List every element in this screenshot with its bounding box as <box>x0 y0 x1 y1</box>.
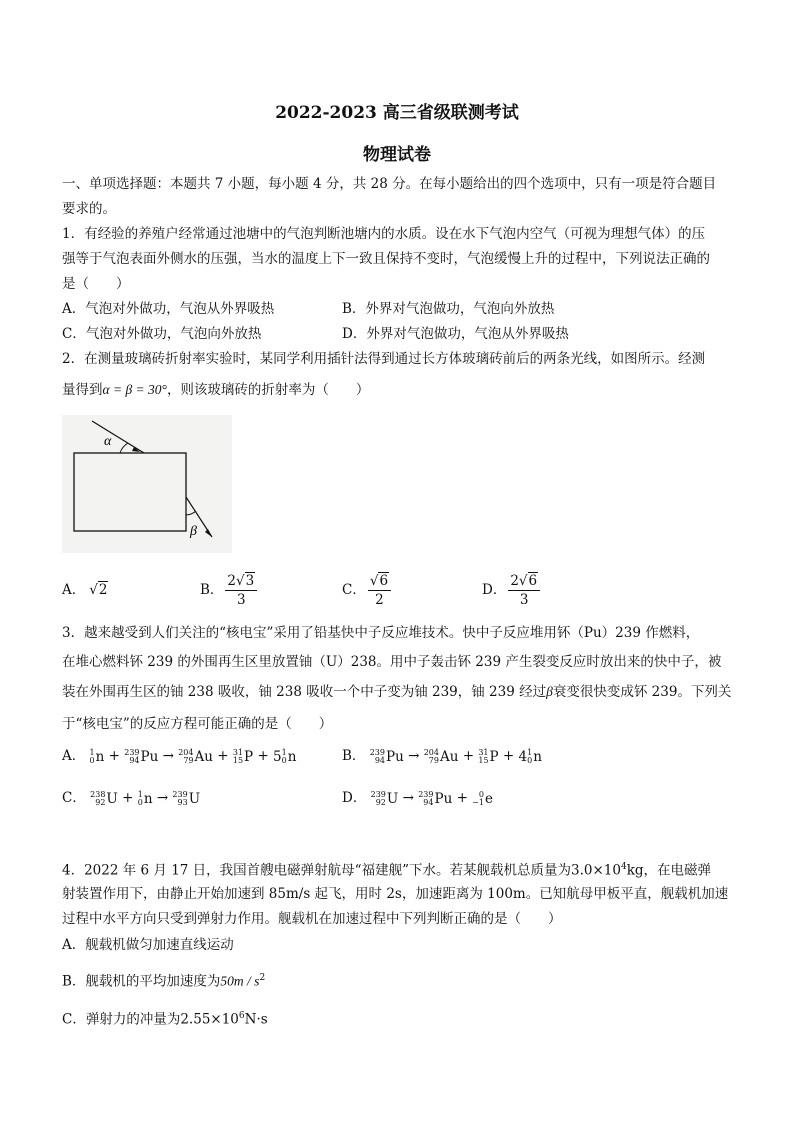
q2-option-a-label: A． <box>62 582 86 598</box>
q2-option-d-label: D． <box>482 582 507 598</box>
q3-beta-symbol: β <box>546 684 553 699</box>
nuclide-neutron: 1 0 n <box>89 747 105 765</box>
q2-option-b-denominator: 3 <box>237 591 246 608</box>
nuclide-au204: 204 79 Au <box>178 747 213 765</box>
q3-option-a-label: A． <box>62 748 86 764</box>
nuclide-u239: 239 93 U <box>172 789 201 807</box>
alpha-label: α <box>104 434 112 449</box>
q4-stem-line1-pre: 4．2022 年 6 月 17 日，我国首艘电磁弹射航母“福建舰”下水。若某舰载机总质量为 <box>62 862 571 879</box>
beta-arc <box>186 511 196 515</box>
q2-option-c-fraction: $\frac{√6}{2}$ <box>368 573 391 608</box>
plus-sign: + <box>108 748 120 764</box>
q3-option-b <box>342 748 542 765</box>
q4-stem-line1-post: ，在电磁弹 <box>643 862 712 879</box>
q1-option-c: C．气泡对外做功，气泡向外放热 <box>62 326 262 342</box>
reaction-arrow-icon: → <box>402 790 414 806</box>
q3-stem-line3-pre: 装在外围再生区的铀 238 吸收，铀 238 吸收一个中子变为铀 239，铀 239 经过 <box>62 684 547 700</box>
q3-stem-line3-post: 衰变很快变成钚 239。下列关 <box>552 684 732 700</box>
q2-option-a-value: √2 <box>89 582 108 598</box>
plus-sign: + <box>217 748 229 764</box>
q1-stem-line1: 1．有经验的养殖户经常通过池塘中的气泡判断池塘内的水质。设在水下气泡内空气（可视为理想气体）的压 <box>62 226 706 242</box>
q2-option-d <box>482 570 542 610</box>
q4-option-c-unit: N·s <box>244 1011 268 1028</box>
q3-stem-line2: 在堆心燃料钚 239 的外围再生区里放置铀（U）238。用中子轰击钚 239 产生裂变反应时放出来的快中子，被 <box>62 654 722 670</box>
q3-option-d <box>342 790 493 807</box>
q4-option-b <box>62 970 265 990</box>
nuclide-5-neutrons: 5 1 0 n <box>273 747 297 765</box>
q2-stem-line2-post: ，则该玻璃砖的折射率为（ ） <box>166 382 370 398</box>
nuclide-electron: 0 −1 e <box>472 789 493 807</box>
q2-option-c-radicand: 6 <box>379 572 389 589</box>
nuclide-neutron: 1 0 n <box>137 789 153 807</box>
q2-option-c-label: C． <box>342 582 366 598</box>
reaction-arrow-icon: → <box>408 748 420 764</box>
q4-mass-value: 3.0×10 <box>570 862 621 879</box>
q2-option-b-radicand: 3 <box>245 572 255 589</box>
q3-stem-line3 <box>62 684 731 700</box>
q2-option-a <box>62 570 108 610</box>
beta-label: β <box>190 524 197 539</box>
q4-option-a: A．舰载机做匀加速直线运动 <box>62 937 234 953</box>
q2-option-a-radicand: 2 <box>98 582 108 598</box>
q3-option-b-label: B． <box>342 748 366 764</box>
q4-mass-exponent: 4 <box>620 862 627 872</box>
nuclide-au204: 204 79 Au <box>423 747 459 765</box>
q4-option-c <box>62 1008 268 1028</box>
q2-option-c <box>342 570 393 610</box>
plus-sign: + <box>257 748 269 764</box>
nuclide-pu239: 239 94 Pu <box>369 747 404 765</box>
q4-stem-line2: 射装置作用下，由静止开始加速到 85m/s 起飞，用时 2s，加速距离为 100m。已知航母甲板平直，舰载机加速 <box>62 886 729 902</box>
q4-mass-unit: kg <box>626 862 644 879</box>
incident-ray <box>92 421 144 453</box>
q3-option-c <box>62 790 200 807</box>
q2-option-b <box>200 570 259 610</box>
reaction-arrow-icon: → <box>156 790 169 806</box>
plus-sign: + <box>502 748 515 764</box>
q2-option-d-denominator: 3 <box>519 591 529 608</box>
q1-option-a: A．气泡对外做功，气泡从外界吸热 <box>62 301 275 317</box>
q2-option-b-label: B． <box>200 582 224 598</box>
plus-sign: + <box>462 748 475 764</box>
nuclide-p31: 31 15 P <box>478 747 499 765</box>
q2-option-c-denominator: 2 <box>375 591 384 608</box>
q1-option-b: B．外界对气泡做功，气泡向外放热 <box>342 301 555 317</box>
plus-sign: + <box>122 790 134 806</box>
exam-title: 2022-2023 高三省级联测考试 <box>275 103 519 123</box>
q2-option-b-fraction: $\frac{2√3}{3}$ <box>225 573 257 608</box>
refraction-figure <box>62 415 232 553</box>
q2-option-d-coef: 2 <box>510 572 519 589</box>
q4-option-c-value: 2.55×10 <box>180 1011 239 1028</box>
nuclide-p31: 31 15 P <box>232 747 254 765</box>
q2-angle-equation: α = β = 30° <box>102 382 167 397</box>
q4-option-c-text: C．弹射力的冲量为 <box>62 1011 181 1028</box>
refraction-diagram <box>62 415 232 553</box>
q4-option-b-text: B．舰载机的平均加速度为 <box>62 973 221 990</box>
exam-subtitle: 物理试卷 <box>363 145 431 165</box>
glass-block <box>74 453 186 531</box>
q1-stem-line2: 强等于气泡表面外侧水的压强，当水的温度上下一致且保持不变时，气泡缓慢上升的过程中，下列说法正确的 <box>62 251 710 267</box>
q4-option-c-exponent: 6 <box>238 1011 245 1021</box>
q4-stem-line3: 过程中水平方向只受到弹射力作用。舰载机在加速过程中下列判断正确的是（ ） <box>62 911 562 927</box>
q2-option-b-coef: 2 <box>227 572 237 589</box>
q3-option-c-label: C． <box>62 790 86 806</box>
q3-stem-line1: 3．越来越受到人们关注的“核电宝”采用了铅基快中子反应堆技术。快中子反应堆用钚（Pu）239 作燃料， <box>62 625 700 641</box>
reaction-arrow-icon: → <box>162 748 174 764</box>
nuclide-4-neutrons: 4 1 0 n <box>518 747 542 765</box>
q4-option-b-exponent: 2 <box>259 973 266 983</box>
section-instructions-line1: 一、单项选择题：本题共 7 小题，每小题 4 分，共 28 分。在每小题给出的四个选项中，只有一项是符合题目 <box>62 176 717 192</box>
q2-option-d-fraction: $\frac{2√6}{3}$ <box>508 573 540 608</box>
q2-option-d-radicand: 6 <box>528 572 538 589</box>
q2-stem-line1: 2．在测量玻璃砖折射率实验时，某同学利用插针法得到通过长方体玻璃砖前后的两条光线，如图所示。经测 <box>62 351 706 367</box>
nuclide-u238: 238 92 U <box>90 789 118 807</box>
q2-stem-line2 <box>62 382 369 398</box>
emergent-arrow-icon <box>205 529 212 537</box>
nuclide-u239: 239 92 U <box>370 789 399 807</box>
q3-stem-line4: 于“核电宝”的反应方程可能正确的是（ ） <box>62 716 333 732</box>
q1-option-d: D．外界对气泡做功，气泡从外界吸热 <box>342 326 569 342</box>
section-instructions-line2: 要求的。 <box>62 201 116 217</box>
alpha-arc <box>120 443 128 453</box>
plus-sign: + <box>456 790 468 806</box>
nuclide-pu239: 239 94 Pu <box>418 789 453 807</box>
q3-option-a <box>62 748 296 765</box>
q1-stem-line3: 是（ ） <box>62 276 130 292</box>
q3-option-d-label: D． <box>342 790 367 806</box>
q4-stem-line1 <box>62 859 711 879</box>
nuclide-pu239: 239 94 Pu <box>124 747 159 765</box>
q4-option-b-value: 50m / s <box>220 973 260 989</box>
q2-stem-line2-pre: 量得到 <box>62 382 103 398</box>
